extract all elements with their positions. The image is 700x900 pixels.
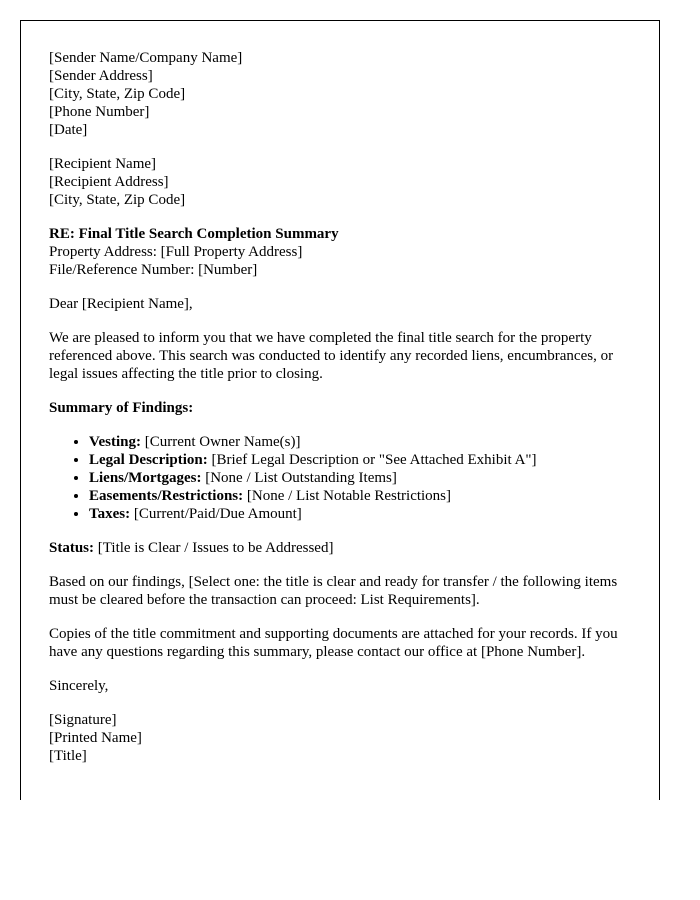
findings-item-value: [Current Owner Name(s)] [140,434,301,450]
sender-phone: [Phone Number] [49,104,150,120]
subject-line: RE: Final Title Search Completion Summary [49,226,339,242]
letter-page [20,20,660,800]
findings-item-value: [Current/Paid/Due Amount] [130,506,302,522]
status-label: Status: [49,540,95,556]
sender-address: [Sender Address] [49,68,153,84]
recipient-block [49,155,631,209]
letter-date: [Date] [49,122,88,138]
findings-item-label: Taxes: [89,506,131,522]
sender-name: [Sender Name/Company Name] [49,50,243,66]
status-line [49,539,631,557]
findings-item-value: [None / List Outstanding Items] [201,470,397,486]
signature-block [49,711,631,765]
closing: Sincerely, [49,678,109,694]
findings-heading-text: Summary of Findings: [49,400,194,416]
file-number-line: File/Reference Number: [Number] [49,262,258,278]
findings-item-legal-description [89,451,631,469]
findings-list [49,433,631,523]
sender-block [49,49,631,139]
status-value: [Title is Clear / Issues to be Addressed] [94,540,334,556]
based-paragraph: Based on our findings, [Select one: the title is clear and ready for transfer / the following items must be cleared before the transaction can proceed: List Requirements]. [49,574,618,608]
findings-item-value: [None / List Notable Restrictions] [243,488,452,504]
title-line: [Title] [49,748,87,764]
recipient-city: [City, State, Zip Code] [49,192,186,208]
recipient-name: [Recipient Name] [49,156,157,172]
intro-paragraph: We are pleased to inform you that we have completed the final title search for the property referenced above. This search was conducted to identify any recorded liens, encumbrances, or legal issues affecting the title prior to closing. [49,330,614,382]
printed-name-line: [Printed Name] [49,730,142,746]
recipient-address: [Recipient Address] [49,174,169,190]
findings-item-label: Legal Description: [89,452,208,468]
findings-heading [49,399,631,417]
property-address-line: Property Address: [Full Property Address] [49,244,303,260]
findings-item-liens [89,469,631,487]
reference-block [49,225,631,279]
findings-item-value: [Brief Legal Description or "See Attached Exhibit A"] [207,452,537,468]
findings-item-label: Easements/Restrictions: [89,488,244,504]
sender-city: [City, State, Zip Code] [49,86,186,102]
findings-item-taxes [89,505,631,523]
findings-item-easements [89,487,631,505]
greeting: Dear [Recipient Name], [49,296,193,312]
signature-line: [Signature] [49,712,117,728]
findings-item-label: Liens/Mortgages: [89,470,202,486]
findings-item-label: Vesting: [89,434,141,450]
findings-item-vesting [89,433,631,451]
copies-paragraph: Copies of the title commitment and supporting documents are attached for your records. If you have any questions regarding this summary, please contact our office at [Phone Number]. [49,626,618,660]
